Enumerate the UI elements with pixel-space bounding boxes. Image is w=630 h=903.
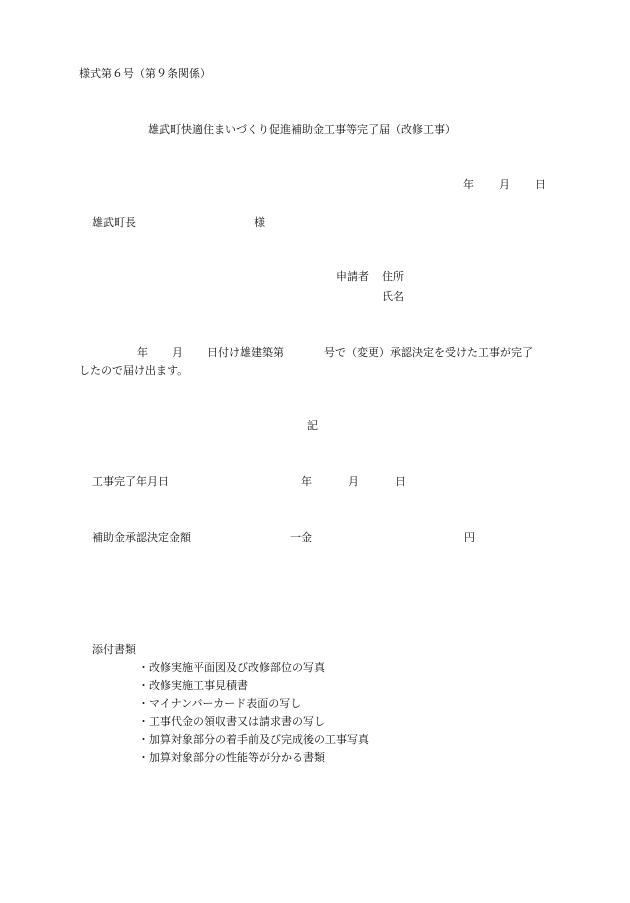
completion-day: 日 — [395, 475, 406, 488]
document-title: 雄武町快適住まいづくり促進補助金工事等完了届（改修工事） — [148, 123, 456, 136]
note-heading: 記 — [307, 419, 318, 432]
body-year: 年 — [137, 346, 148, 359]
date-year: 年 — [463, 178, 474, 191]
applicant-address-label: 住所 — [382, 270, 404, 283]
form-number: 様式第６号（第９条関係） — [79, 67, 211, 80]
body-text-line2: したので届け出ます。 — [79, 364, 189, 377]
date-day: 日 — [535, 178, 546, 191]
body-date-ref: 日付け雄建築第 — [207, 346, 284, 359]
applicant-label: 申請者 — [336, 270, 369, 283]
completion-label: 工事完了年月日 — [92, 475, 169, 488]
addressee-name: 雄武町長 — [92, 216, 136, 229]
amount-label: 補助金承認決定金額 — [92, 531, 191, 544]
attachment-item: ・改修実施平面図及び改修部位の写真 — [138, 661, 325, 674]
attachment-item: ・工事代金の領収書又は請求書の写し — [138, 715, 325, 728]
attachment-item: ・改修実施工事見積書 — [138, 679, 248, 692]
attachment-item: ・加算対象部分の性能等が分かる書類 — [138, 751, 325, 764]
applicant-name-label: 氏名 — [382, 290, 404, 303]
amount-unit: 円 — [464, 531, 475, 544]
attachment-item: ・マイナンバーカード表面の写し — [138, 697, 302, 710]
addressee-honorific: 様 — [254, 216, 265, 229]
completion-year: 年 — [301, 475, 312, 488]
attachment-item: ・加算対象部分の着手前及び完成後の工事写真 — [138, 733, 369, 746]
date-month: 月 — [499, 178, 510, 191]
attachments-heading: 添付書類 — [92, 643, 136, 656]
attachments-list — [138, 659, 369, 767]
body-month: 月 — [172, 346, 183, 359]
completion-month: 月 — [348, 475, 359, 488]
body-text-line1: 号で（変更）承認決定を受けた工事が完了 — [324, 346, 533, 359]
amount-prefix: 一金 — [290, 531, 312, 544]
